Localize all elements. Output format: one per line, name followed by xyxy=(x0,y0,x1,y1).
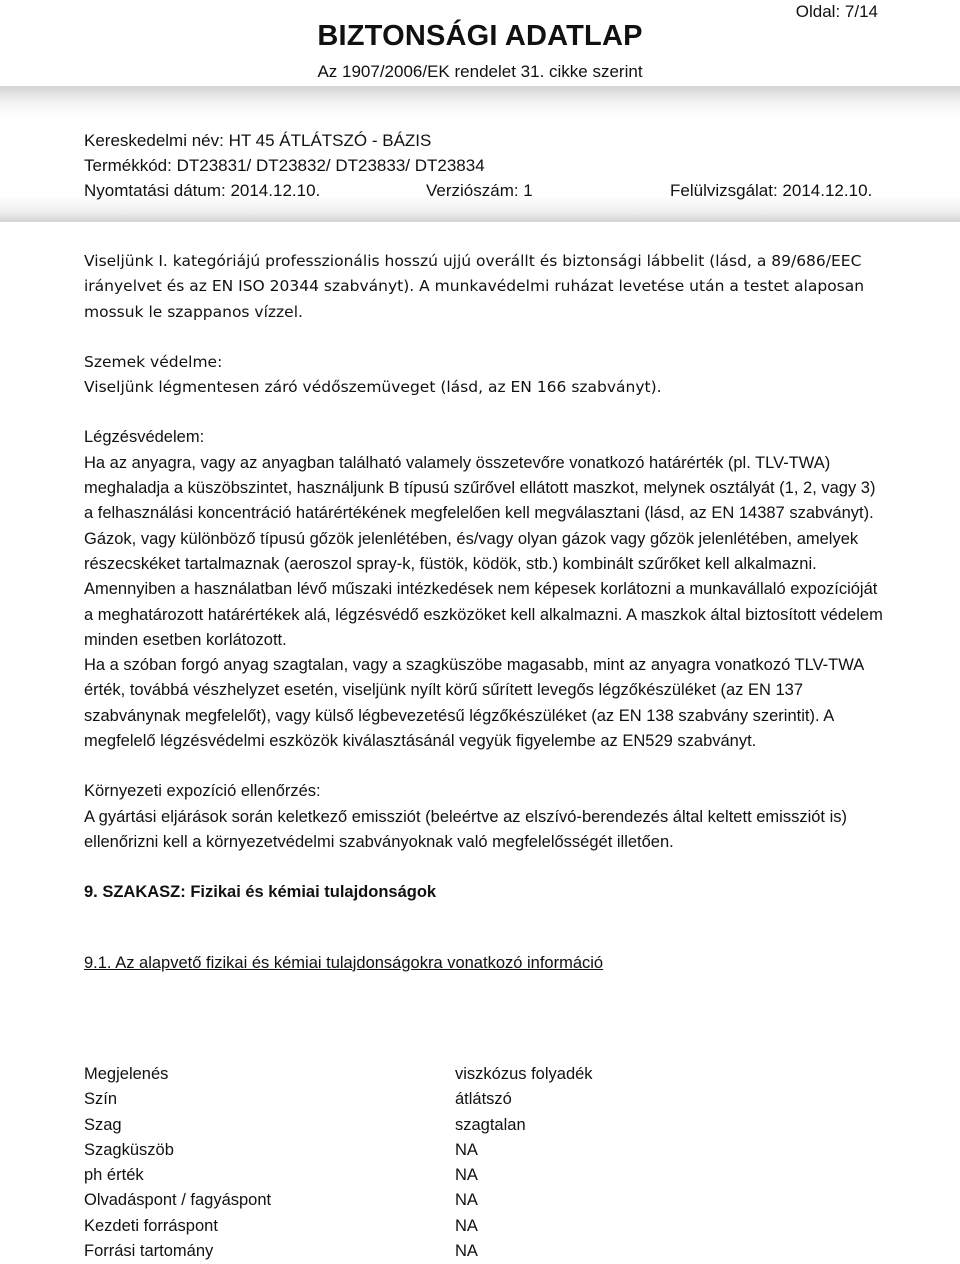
section-9-heading: 9. SZAKASZ: Fizikai és kémiai tulajdonságok xyxy=(84,883,437,902)
document-title: BIZTONSÁGI ADATLAP xyxy=(317,20,643,52)
property-value: NA xyxy=(455,1166,478,1185)
product-code: Termékkód: DT23831/ DT23832/ DT23833/ DT23834 xyxy=(84,156,485,175)
property-value: NA xyxy=(455,1216,478,1235)
print-date: Nyomtatási dátum: 2014.12.10. xyxy=(84,181,321,200)
review-date: Felülvizsgálat: 2014.12.10. xyxy=(670,181,873,200)
version-number: Verziószám: 1 xyxy=(426,181,533,200)
document-subtitle: Az 1907/2006/EK rendelet 31. cikke szerint xyxy=(317,62,643,81)
property-name: Szagküszöb xyxy=(84,1140,174,1159)
property-name: Olvadáspont / fagyáspont xyxy=(84,1191,272,1210)
property-value: szagtalan xyxy=(455,1115,526,1134)
page-number: Oldal: 7/14 xyxy=(795,2,878,21)
property-value: NA xyxy=(455,1140,478,1159)
property-value: átlátszó xyxy=(455,1090,512,1109)
property-name: Szín xyxy=(84,1090,118,1109)
section-9-1-heading: 9.1. Az alapvető fizikai és kémiai tulajdonságokra vonatkozó információ xyxy=(84,953,604,972)
environmental-text: A gyártási eljárások során keletkező emissziót (beleértve az elszívó-berendezés által keltett emissziót is) ellenőrizni kell a környezetvédelmi szabványoknak való megfelelősségét illetően. xyxy=(84,807,847,851)
eye-protection-text: Viseljünk légmentesen záró védőszemüveget (lásd, az EN 166 szabványt). xyxy=(84,378,662,397)
property-value: viszkózus folyadék xyxy=(455,1065,593,1083)
trade-name: Kereskedelmi név: HT 45 ÁTLÁTSZÓ - BÁZIS xyxy=(84,131,432,150)
property-value: NA xyxy=(455,1242,478,1261)
property-value: NA xyxy=(455,1191,478,1210)
respiratory-heading: Légzésvédelem: xyxy=(84,428,205,447)
property-name: Szag xyxy=(84,1115,122,1134)
protective-clothing-text: Viseljünk I. kategóriájú professzionális hosszú ujjú overállt és biztonsági lábbelit (lásd, a 89/686/EEC irányelvet és az EN ISO 20344 szabványt). A munkavédelmi ruházat levetése után a testet alaposan mossuk le szappanos vízzel. xyxy=(84,252,865,321)
respiratory-text-1: Ha az anyagra, vagy az anyagban található valamely összetevőre vonatkozó határérték (pl. TLV-TWA) meghaladja a küszöbszintet, használjunk B típusú szűrővel ellátott maszkot, melynek osztályát (1, 2, vagy 3) a felhasználási koncentráció határértékének megfelelően kell megválasztani (lásd, az EN 14387 szabványt). Gázok, vagy különböző típusú gőzök jelenlétében, és/vagy olyan gázok vagy gőzök jelenlétében, amelyek részecskéket tartalmaznak (aeroszol spray-k, füstök, ködök, stb.) kombinált szűrőket kell alkalmazni. xyxy=(84,453,876,573)
property-name: Forrási tartomány xyxy=(84,1242,214,1261)
document-body xyxy=(84,249,884,976)
property-name: ph érték xyxy=(84,1166,144,1185)
eye-protection-heading: Szemek védelme: xyxy=(84,352,223,371)
property-name: Megjelenés xyxy=(84,1065,169,1083)
header-band xyxy=(0,86,960,222)
environmental-heading: Környezeti expozíció ellenőrzés: xyxy=(84,782,321,801)
respiratory-text-3: Ha a szóban forgó anyag szagtalan, vagy a szagküszöbe magasabb, mint az anyagra vonatkozó TLV-TWA érték, továbbá vészhelyzet esetén, viseljünk nyílt körű sűrített levegős légzőkészüléket (az EN 137 szabványnak megfelelőt), vagy külső légbevezetésű légzőkészüléket (az EN 138 szabvány szerintit). A megfelelő légzésvédelmi eszközök kiválasztásánál vegyük figyelembe az EN529 szabványt. xyxy=(84,656,864,751)
respiratory-text-2: Amennyiben a használatban lévő műszaki intézkedések nem képesek korlátozni a munkavállaló expozícióját a meghatározott határértékek alá, légzésvédő eszközöket kell alkalmazni. A maszkok által biztosított védelem minden esetben korlátozott. xyxy=(84,580,883,649)
property-name: Kezdeti forráspont xyxy=(84,1216,218,1235)
